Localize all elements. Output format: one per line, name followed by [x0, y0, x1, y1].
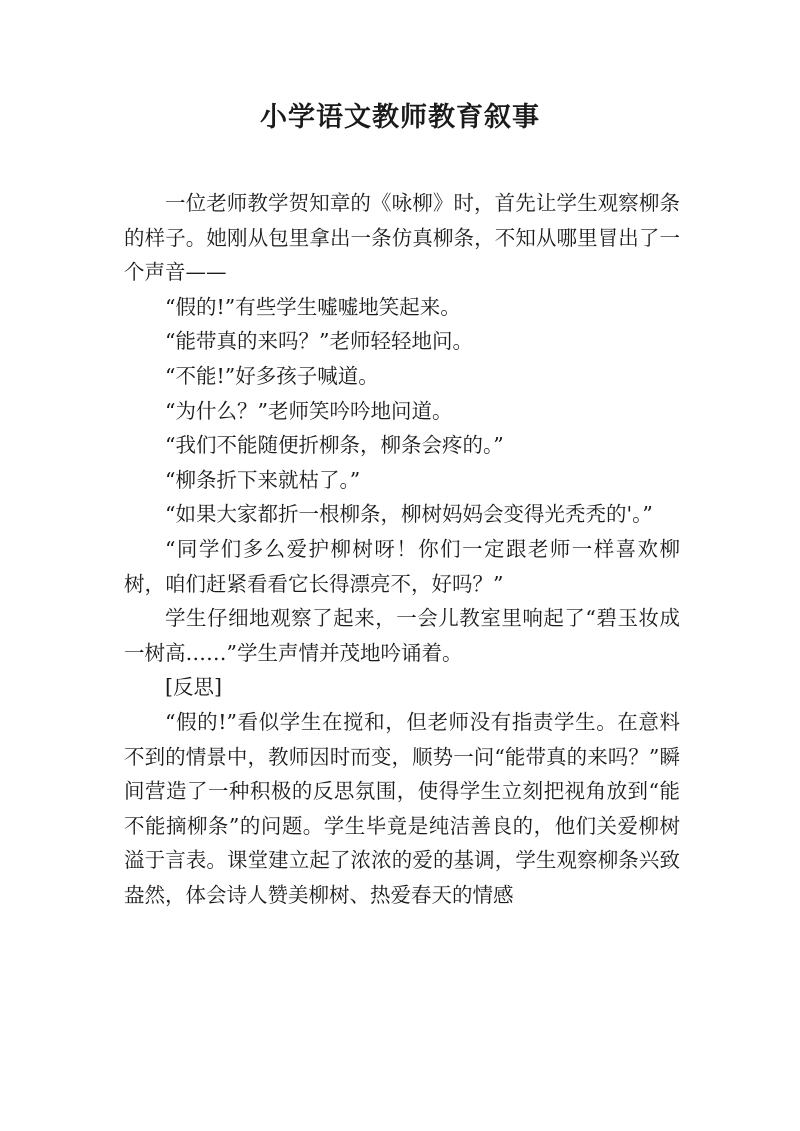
document-body	[124, 186, 680, 912]
paragraph: “如果大家都折一根柳条，柳树妈妈会变得光秃秃的'。”	[165, 502, 653, 527]
paragraph: “能带真的来吗？”老师轻轻地问。	[165, 329, 473, 354]
section-heading-reflection: [反思]	[165, 675, 222, 700]
paragraph: “同学们多么爱护柳树呀！你们一定跟老师一样喜欢柳树，咱们赶紧看看它长得漂亮不，好吗？”	[124, 536, 680, 596]
document-title: 小学语文教师教育叙事	[260, 102, 540, 133]
paragraph: 学生仔细地观察了起来，一会儿教室里响起了“碧玉妆成一树高……”学生声情并茂地吟诵着。	[124, 606, 680, 665]
paragraph: “为什么？”老师笑吟吟地问道。	[165, 398, 453, 423]
paragraph: “不能!”好多孩子喊道。	[165, 363, 379, 388]
paragraph: “假的!”有些学生嘘嘘地笑起来。	[165, 294, 461, 319]
paragraph: “假的!”看似学生在搅和，但老师没有指责学生。在意料不到的情景中，教师因时而变，顺势一问“能带真的来吗？”瞬间营造了一种积极的反思氛围，使得学生立刻把视角放到“能不能摘柳条”的问题。学生毕竟是纯洁善良的，他们关爱柳树溢于言表。课堂建立起了浓浓的爱的基调，学生观察柳条兴致盎然，体会诗人赞美柳树、热爱春天的情感	[124, 709, 680, 907]
paragraph: “我们不能随便折柳条，柳条会疼的。”	[165, 433, 504, 458]
paragraph: 一位老师教学贺知章的《咏柳》时，首先让学生观察柳条的样子。她刚从包里拿出一条仿真柳条，不知从哪里冒出了一个声音——	[124, 191, 680, 285]
paragraph: “柳条折下来就枯了。”	[165, 467, 361, 492]
